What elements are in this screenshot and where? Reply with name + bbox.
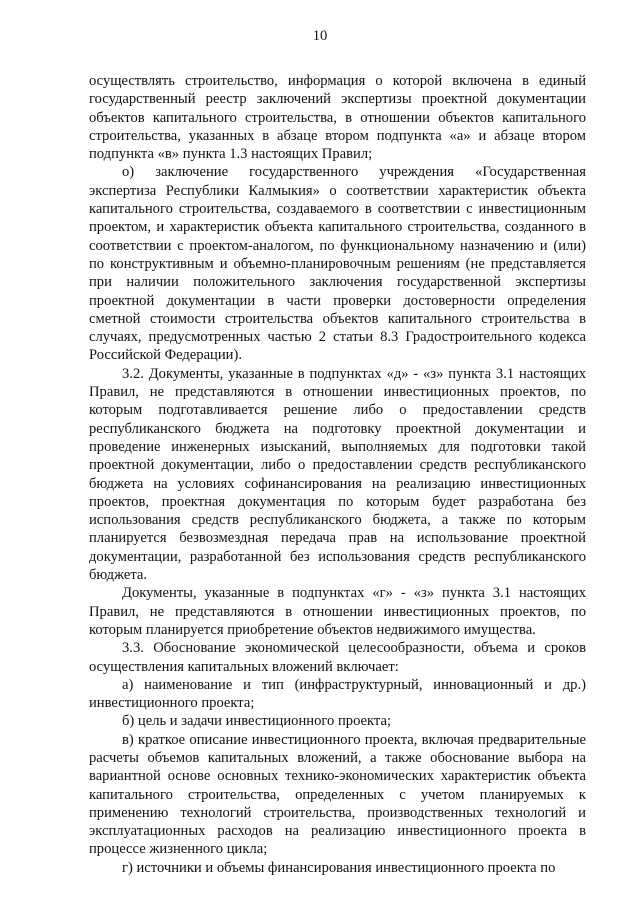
paragraph-item-b: б) цель и задачи инвестиционного проекта;	[122, 713, 392, 730]
document-body	[89, 72, 586, 877]
paragraph-3-2: 3.2. Документы, указанные в подпунктах «д» - «з» пункта 3.1 настоящих Правил, не представляются в отношении инвестиционных проектов, по которым подготавливается решение либо о предоставлении средств республиканского бюджета на подготовку проектной документации и проведение инженерных изысканий, выполняемых для подготовки такой проектной документации, либо о предоставлении средств республиканского бюджета на условиях софинансирования на реализацию инвестиционных проектов, проектная документация по которым будет разработана без использования средств республиканского бюджета, а также по которым планируется безвозмездная передача прав на использование проектной документации, разработанной без использования средств республиканского бюджета.	[89, 365, 586, 584]
page-number: 10	[312, 28, 328, 44]
paragraph-3-3: 3.3. Обоснование экономической целесообразности, объема и сроков осуществления капитальных вложений включает:	[89, 640, 586, 675]
paragraph-documents-note: Документы, указанные в подпунктах «г» - «з» пункта 3.1 настоящих Правил, не представляются в отношении инвестиционных проектов, по которым планируется приобретение объектов недвижимого имущества.	[89, 585, 586, 638]
paragraph-item-a: а) наименование и тип (инфраструктурный, инновационный и др.) инвестиционного проекта;	[89, 676, 586, 712]
paragraph-item-v: в) краткое описание инвестиционного проекта, включая предварительные расчеты объемов капитальных вложений, а также обоснование выбора на вариантной основе основных технико-экономических характеристик объекта капитального строительства, определенных с учетом планируемых к применению технологий строительства, производственных технологий и эксплуатационных расходов на реализацию инвестиционного проекта в процессе жизненного цикла;	[89, 731, 586, 858]
paragraph-item-g: г) источники и объемы финансирования инвестиционного проекта по	[122, 859, 556, 876]
paragraph-item-o: о) заключение государственного учреждения «Государственная экспертиза Республики Калмыкия» о соответствии характеристик объекта капитального строительства, создаваемого в соответствии с инвестиционным проектом, и характеристик объекта капитального строительства, созданного в соответствии с проектом-аналогом, по функциональному назначению и (или) по конструктивным и объемно-планировочным решениям (не представляется при наличии положительного заключения государственной экспертизы проектной документации в части проверки достоверности определения сметной стоимости строительства объектов капитального строительства в случаях, предусмотренных частью 2 статьи 8.3 Градостроительного кодекса Российской Федерации).	[89, 164, 586, 364]
paragraph-continuation: осуществлять строительство, информация о которой включена в единый государственный реестр заключений экспертизы проектной документации объектов капитального строительства, в отношении объектов капитального строительства, указанных в абзаце втором подпункта «а» и абзаце втором подпункта «в» пункта 1.3 настоящих Правил;	[89, 73, 586, 163]
